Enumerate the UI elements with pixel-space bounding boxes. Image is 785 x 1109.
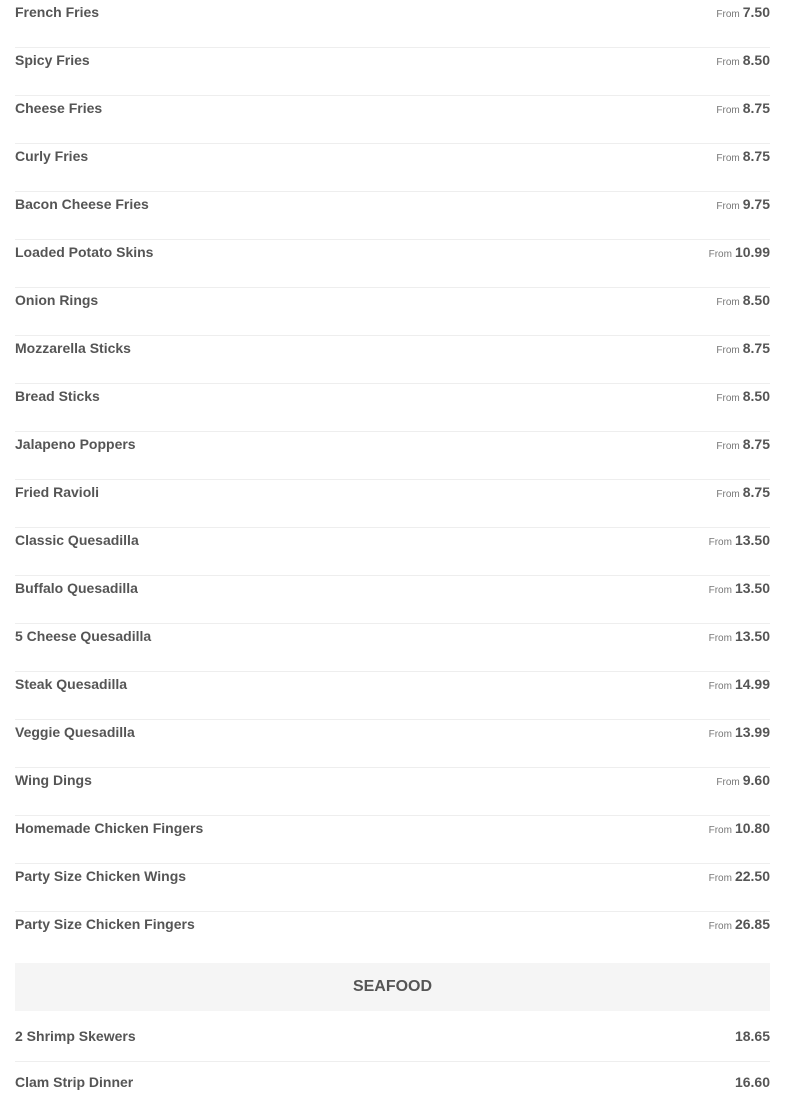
item-price-group [709,628,770,646]
item-name: Clam Strip Dinner [15,1074,134,1090]
from-label: From [708,729,732,740]
menu-item[interactable] [15,432,770,480]
item-price-group [709,580,770,598]
item-name: 2 Shrimp Skewers [15,1028,136,1044]
menu-item[interactable] [15,288,770,336]
item-price: 13.50 [734,532,770,548]
item-price-group [735,1028,770,1046]
from-label: From [708,633,732,644]
from-label: From [708,825,732,836]
item-price: 8.75 [742,436,770,452]
item-price: 13.50 [734,628,770,644]
menu-item[interactable] [15,624,770,672]
menu-item[interactable] [15,576,770,624]
item-price-group [709,676,770,694]
item-price: 8.75 [742,148,770,164]
item-name: Steak Quesadilla [15,676,128,692]
item-name: 5 Cheese Quesadilla [15,628,152,644]
item-price: 8.75 [742,484,770,500]
from-label: From [708,681,732,692]
from-label: From [708,873,732,884]
item-price: 8.50 [742,292,770,308]
from-label: From [716,489,740,500]
from-label: From [716,441,740,452]
item-name: Cheese Fries [15,100,103,116]
item-name: Onion Rings [15,292,99,308]
item-name: Party Size Chicken Wings [15,868,187,884]
menu-item[interactable] [15,96,770,144]
menu-item[interactable] [15,1011,770,1062]
item-price-group [716,772,770,790]
from-label: From [716,393,740,404]
item-name: Curly Fries [15,148,89,164]
item-price-group [709,244,770,262]
item-name: Wing Dings [15,772,92,788]
item-price: 8.75 [742,340,770,356]
menu-item[interactable] [15,672,770,720]
item-name: Loaded Potato Skins [15,244,154,260]
item-price: 22.50 [734,868,770,884]
item-name: Buffalo Quesadilla [15,580,138,596]
item-price: 13.50 [734,580,770,596]
from-label: From [708,249,732,260]
from-label: From [708,537,732,548]
menu-item[interactable] [15,768,770,816]
item-price-group [716,52,770,70]
seafood-list [15,1011,770,1109]
menu-item[interactable] [15,144,770,192]
item-price-group [716,292,770,310]
item-price: 10.80 [734,820,770,836]
menu-item[interactable] [15,912,770,959]
item-price-group [709,916,770,934]
menu-item[interactable] [15,192,770,240]
item-name: French Fries [15,4,100,20]
from-label: From [716,57,740,68]
menu-item[interactable] [15,336,770,384]
item-price: 8.75 [742,100,770,116]
item-price-group [716,100,770,118]
item-price-group [709,532,770,550]
menu-item[interactable] [15,384,770,432]
from-label: From [716,345,740,356]
from-label: From [716,9,740,20]
item-name: Fried Ravioli [15,484,100,500]
section-header-seafood: SEAFOOD [15,963,770,1011]
item-price-group [709,868,770,886]
item-price: 26.85 [734,916,770,932]
item-name: Homemade Chicken Fingers [15,820,204,836]
item-price-group [709,820,770,838]
item-price-group [716,196,770,214]
item-price: 16.60 [734,1074,770,1090]
item-price: 13.99 [734,724,770,740]
item-name: Classic Quesadilla [15,532,139,548]
item-name: Mozzarella Sticks [15,340,131,356]
menu-item[interactable] [15,1062,770,1109]
item-name: Bacon Cheese Fries [15,196,149,212]
item-price: 18.65 [734,1028,770,1044]
menu-item[interactable] [15,864,770,912]
item-price-group [716,484,770,502]
item-price: 9.75 [742,196,770,212]
item-price: 9.60 [742,772,770,788]
from-label: From [716,105,740,116]
menu-list [15,0,770,1109]
item-name: Jalapeno Poppers [15,436,136,452]
item-price-group [716,4,770,22]
item-price: 8.50 [742,52,770,68]
menu-item[interactable] [15,0,770,48]
item-price-group [716,388,770,406]
menu-item[interactable] [15,48,770,96]
from-label: From [716,201,740,212]
item-price-group [716,148,770,166]
from-label: From [708,585,732,596]
from-label: From [716,297,740,308]
menu-item[interactable] [15,240,770,288]
menu-item[interactable] [15,816,770,864]
item-price-group [735,1074,770,1092]
item-name: Veggie Quesadilla [15,724,135,740]
item-price: 8.50 [742,388,770,404]
item-price-group [716,340,770,358]
menu-item[interactable] [15,528,770,576]
item-price: 10.99 [734,244,770,260]
menu-item[interactable] [15,720,770,768]
item-name: Party Size Chicken Fingers [15,916,195,932]
item-price: 14.99 [734,676,770,692]
menu-item[interactable] [15,480,770,528]
item-name: Bread Sticks [15,388,100,404]
from-label: From [716,777,740,788]
item-price-group [716,436,770,454]
from-label: From [716,153,740,164]
item-name: Spicy Fries [15,52,90,68]
item-price: 7.50 [742,4,770,20]
item-price-group [709,724,770,742]
from-label: From [708,921,732,932]
